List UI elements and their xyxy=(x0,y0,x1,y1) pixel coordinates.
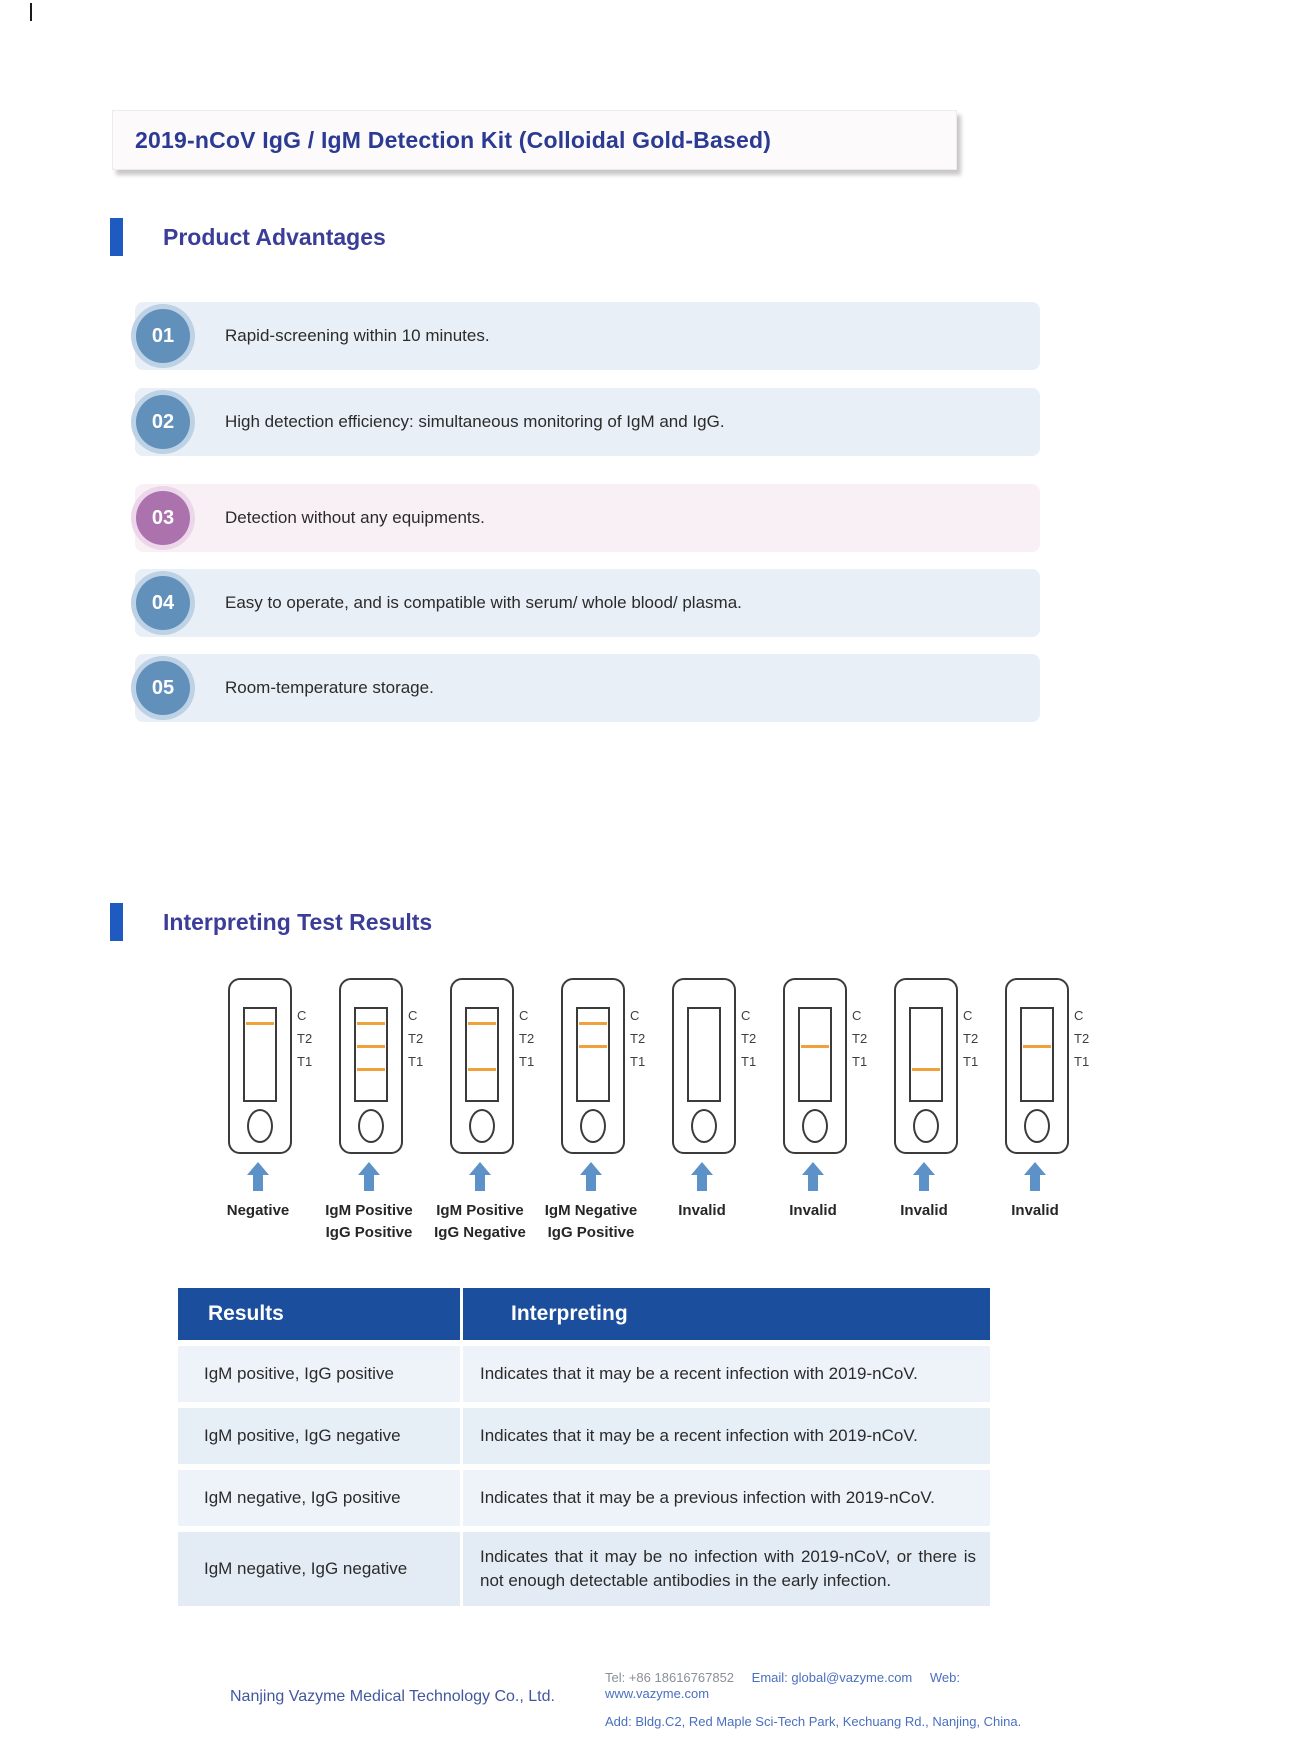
advantage-number-badge: 02 xyxy=(136,395,190,449)
test-cassette xyxy=(894,978,958,1154)
footer-tel: Tel: +86 18616767852 xyxy=(605,1670,735,1685)
marker-label-C: C xyxy=(519,1008,529,1023)
arrow-stem xyxy=(919,1175,929,1191)
marker-label-T1: T1 xyxy=(297,1054,313,1069)
cassette-result-label-line: IgM Negative xyxy=(544,1202,638,1219)
marker-label-C: C xyxy=(1074,1008,1084,1023)
cassette-result-label-line: Invalid xyxy=(678,1202,726,1219)
footer-contact-line xyxy=(605,1670,1035,1702)
arrow-head xyxy=(580,1162,602,1175)
advantage-text: Room-temperature storage. xyxy=(225,678,434,697)
cassette-result xyxy=(973,978,1090,1258)
result-arrow-icon xyxy=(1005,1162,1065,1191)
cassette-result-label-line: IgG Positive xyxy=(547,1224,635,1241)
result-arrow-icon xyxy=(783,1162,843,1191)
advantage-item xyxy=(135,654,1040,722)
marker-label-C: C xyxy=(408,1008,418,1023)
test-line-C xyxy=(246,1022,274,1025)
footer-email: Email: global@vazyme.com xyxy=(751,1670,913,1685)
advantage-item xyxy=(135,484,1040,552)
advantage-number-badge: 01 xyxy=(136,309,190,363)
test-cassette xyxy=(1005,978,1069,1154)
result-arrow-icon xyxy=(894,1162,954,1191)
cassette-result-label xyxy=(955,1200,1115,1222)
results-heading-text: Interpreting Test Results xyxy=(163,908,433,935)
arrow-stem xyxy=(586,1175,596,1191)
arrow-head xyxy=(469,1162,491,1175)
marker-label-C: C xyxy=(741,1008,751,1023)
section-heading-advantages xyxy=(110,218,386,256)
marker-label-T1: T1 xyxy=(852,1054,868,1069)
heading-accent-bar xyxy=(110,218,123,256)
cassette-result-label-line: IgM Positive xyxy=(436,1202,524,1219)
table-header-interpreting: Interpreting xyxy=(463,1288,990,1340)
result-arrow-icon xyxy=(561,1162,621,1191)
cassette-row xyxy=(196,978,1090,1258)
interpreting-cell xyxy=(463,1532,990,1606)
page-corner-tick xyxy=(30,3,32,21)
cassette-result-label-line: IgM Positive xyxy=(325,1202,413,1219)
test-line-T2 xyxy=(1023,1045,1051,1048)
marker-label-T1: T1 xyxy=(519,1054,535,1069)
cassette-window xyxy=(687,1007,721,1102)
sample-well xyxy=(469,1109,495,1143)
cassette-window xyxy=(354,1007,388,1102)
interpreting-text: Indicates that it may be a previous infection with 2019-nCoV. xyxy=(480,1488,935,1507)
marker-label-T1: T1 xyxy=(1074,1054,1090,1069)
test-line-C xyxy=(357,1022,385,1025)
interpreting-text: Indicates that it may be a recent infection with 2019-nCoV. xyxy=(480,1426,918,1445)
sample-well xyxy=(913,1109,939,1143)
advantage-item xyxy=(135,388,1040,456)
arrow-head xyxy=(358,1162,380,1175)
results-table xyxy=(178,1288,990,1606)
result-cell: IgM negative, IgG negative xyxy=(178,1532,460,1606)
interpreting-text: Indicates that it may be a recent infection with 2019-nCoV. xyxy=(480,1364,918,1383)
marker-label-T2: T2 xyxy=(852,1031,868,1046)
cassette-window xyxy=(576,1007,610,1102)
arrow-head xyxy=(913,1162,935,1175)
marker-label-T1: T1 xyxy=(963,1054,979,1069)
arrow-head xyxy=(247,1162,269,1175)
test-line-T2 xyxy=(579,1045,607,1048)
result-cell: IgM positive, IgG positive xyxy=(178,1346,460,1402)
marker-label-T2: T2 xyxy=(630,1031,646,1046)
interpreting-cell xyxy=(463,1346,990,1402)
test-cassette xyxy=(783,978,847,1154)
arrow-stem xyxy=(475,1175,485,1191)
cassette-window xyxy=(1020,1007,1054,1102)
sample-well xyxy=(1024,1109,1050,1143)
cassette-result-label-line: Invalid xyxy=(789,1202,837,1219)
test-cassette xyxy=(672,978,736,1154)
cassette-result-label-line: Invalid xyxy=(1011,1202,1059,1219)
cassette-result-label-line: Negative xyxy=(226,1202,290,1219)
advantage-text: Detection without any equipments. xyxy=(225,508,485,527)
footer-contact-block xyxy=(605,1670,1035,1730)
marker-label-T2: T2 xyxy=(408,1031,424,1046)
arrow-head xyxy=(802,1162,824,1175)
interpreting-cell xyxy=(463,1408,990,1464)
marker-label-T1: T1 xyxy=(741,1054,757,1069)
arrow-stem xyxy=(1030,1175,1040,1191)
interpreting-cell xyxy=(463,1470,990,1526)
marker-label-T1: T1 xyxy=(630,1054,646,1069)
heading-accent-bar xyxy=(110,903,123,941)
sample-well xyxy=(580,1109,606,1143)
result-arrow-icon xyxy=(450,1162,510,1191)
arrow-head xyxy=(691,1162,713,1175)
cassette-window xyxy=(465,1007,499,1102)
test-cassette xyxy=(561,978,625,1154)
advantage-text: High detection efficiency: simultaneous monitoring of IgM and IgG. xyxy=(225,412,725,431)
marker-label-C: C xyxy=(630,1008,640,1023)
cassette-window xyxy=(798,1007,832,1102)
advantage-number-badge: 04 xyxy=(136,576,190,630)
marker-label-T2: T2 xyxy=(519,1031,535,1046)
marker-label-T1: T1 xyxy=(408,1054,424,1069)
result-arrow-icon xyxy=(339,1162,399,1191)
footer-web: Web: www.vazyme.com xyxy=(605,1670,960,1701)
arrow-head xyxy=(1024,1162,1046,1175)
table-header-results: Results xyxy=(178,1288,460,1340)
result-cell: IgM negative, IgG positive xyxy=(178,1470,460,1526)
result-arrow-icon xyxy=(672,1162,732,1191)
cassette-result-label-line: IgG Negative xyxy=(434,1224,526,1241)
page-title: 2019-nCoV IgG / IgM Detection Kit (Colloidal Gold-Based) xyxy=(135,126,772,153)
advantage-number-badge: 05 xyxy=(136,661,190,715)
arrow-stem xyxy=(808,1175,818,1191)
marker-label-T2: T2 xyxy=(297,1031,313,1046)
test-cassette xyxy=(228,978,292,1154)
test-cassette xyxy=(339,978,403,1154)
marker-label-C: C xyxy=(297,1008,307,1023)
section-heading-results xyxy=(110,903,432,941)
result-arrow-icon xyxy=(228,1162,288,1191)
result-cell: IgM positive, IgG negative xyxy=(178,1408,460,1464)
sample-well xyxy=(358,1109,384,1143)
test-line-T1 xyxy=(357,1068,385,1071)
marker-label-T2: T2 xyxy=(741,1031,757,1046)
marker-label-T2: T2 xyxy=(963,1031,979,1046)
sample-well xyxy=(247,1109,273,1143)
footer-company: Nanjing Vazyme Medical Technology Co., Ltd. xyxy=(230,1688,555,1705)
title-banner xyxy=(112,110,957,170)
test-line-C xyxy=(468,1022,496,1025)
interpreting-text: Indicates that it may be no infection with 2019-nCoV, or there is not enough detectable antibodies in the early infection. xyxy=(480,1547,976,1590)
advantage-item xyxy=(135,569,1040,637)
sample-well xyxy=(691,1109,717,1143)
test-cassette xyxy=(450,978,514,1154)
arrow-stem xyxy=(364,1175,374,1191)
test-line-T1 xyxy=(468,1068,496,1071)
footer-address: Add: Bldg.C2, Red Maple Sci-Tech Park, Kechuang Rd., Nanjing, China. xyxy=(605,1714,1022,1729)
test-line-T1 xyxy=(912,1068,940,1071)
marker-label-T2: T2 xyxy=(1074,1031,1090,1046)
test-line-T2 xyxy=(357,1045,385,1048)
advantages-heading-text: Product Advantages xyxy=(163,223,386,250)
cassette-result-label-line: IgG Positive xyxy=(325,1224,413,1241)
test-line-T2 xyxy=(801,1045,829,1048)
arrow-stem xyxy=(697,1175,707,1191)
sample-well xyxy=(802,1109,828,1143)
cassette-window xyxy=(243,1007,277,1102)
marker-label-C: C xyxy=(852,1008,862,1023)
advantage-number-badge: 03 xyxy=(136,491,190,545)
cassette-window xyxy=(909,1007,943,1102)
marker-label-C: C xyxy=(963,1008,973,1023)
advantage-item xyxy=(135,302,1040,370)
cassette-result-label-line: Invalid xyxy=(900,1202,948,1219)
test-line-C xyxy=(579,1022,607,1025)
advantage-text: Easy to operate, and is compatible with serum/ whole blood/ plasma. xyxy=(225,593,742,612)
advantage-text: Rapid-screening within 10 minutes. xyxy=(225,326,490,345)
arrow-stem xyxy=(253,1175,263,1191)
